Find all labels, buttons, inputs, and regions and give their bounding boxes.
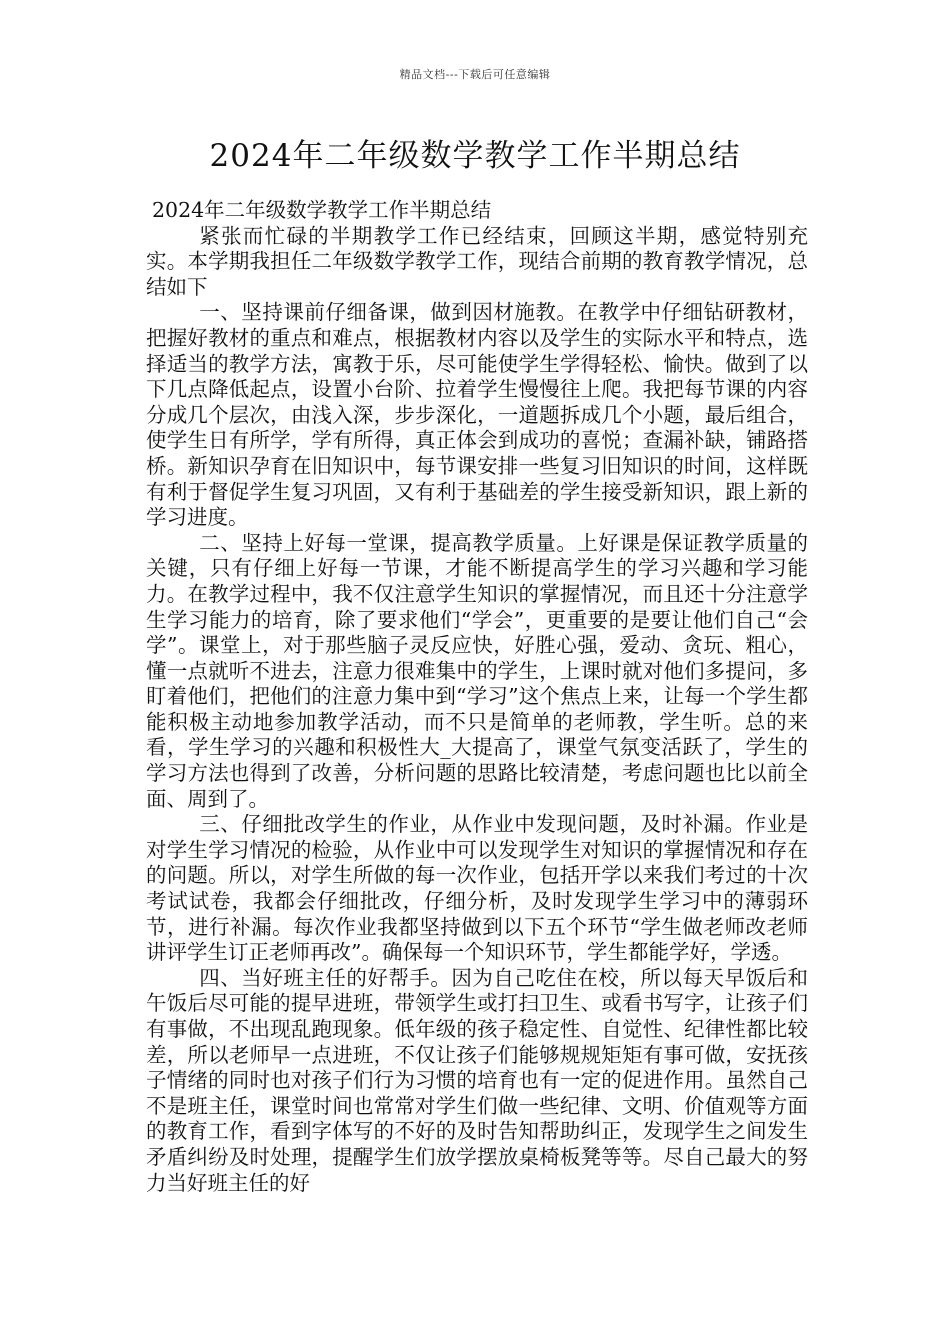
paragraph-section-3: 三、仔细批改学生的作业，从作业中发现问题，及时补漏。作业是对学生学习情况的检验，从作业中可以发现学生对知识的掌握情况和存在的问题。所以，对学生所做的每一次作业，包括开学以来我们考过的十次考试试卷，我都会仔细批改，仔细分析，及时发现学生学习中的薄弱环节，进行补漏。每次作业我都坚持做到以下五个环节“学生做老师改老师讲评学生订正老师再改”。确保每一个知识环节，学生都能学好，学透。 <box>146 812 808 965</box>
paragraph-section-1: 一、坚持课前仔细备课，做到因材施教。在教学中仔细钻研教材，把握好教材的重点和难点，根据教材内容以及学生的实际水平和特点，选择适当的教学方法，寓教于乐，尽可能使学生学得轻松、愉快。做到了以下几点降低起点，设置小台阶、拉着学生慢慢往上爬。我把每节课的内容分成几个层次，由浅入深，步步深化，一道题拆成几个小题，最后组合，使学生日有所学，学有所得，真正体会到成功的喜悦；查漏补缺，铺路搭桥。新知识孕育在旧知识中，每节课安排一些复习旧知识的时间，这样既有利于督促学生复习巩固，又有利于基础差的学生接受新知识，跟上新的学习进度。 <box>146 300 808 530</box>
header-watermark: 精品文档---下载后可任意编辑 <box>399 68 551 81</box>
paragraph-section-2: 二、坚持上好每一堂课，提高教学质量。上好课是保证教学质量的关键，只有仔细上好每一节课，才能不断提高学生的学习兴趣和学习能力。在教学过程中，我不仅注意学生知识的掌握情况，而且还十分注意学生学习能力的培育，除了要求他们“学会”，更重要的是要让他们自己“会学”。课堂上，对于那些脑子灵反应快，好胜心强，爱动、贪玩、粗心，懂一点就听不进去，注意力很难集中的学生，上课时就对他们多提问，多盯着他们，把他们的注意力集中到“学习”这个焦点上来，让每一个学生都能积极主动地参加教学活动，而不只是简单的老师教，学生听。总的来看，学生学习的兴趣和积极性大_大提高了，课堂气氛变活跃了，学生的学习方法也得到了改善，分析问题的思路比较清楚，考虑问题也比以前全面、周到了。 <box>146 530 808 811</box>
document-body <box>146 198 808 1196</box>
document-subtitle: 2024年二年级数学教学工作半期总结 <box>152 198 492 222</box>
paragraph-intro: 紧张而忙碌的半期教学工作已经结束，回顾这半期，感觉特别充实。本学期我担任二年级数学教学工作，现结合前期的教育教学情况，总结如下 <box>146 223 808 299</box>
document-title: 2024年二年级数学教学工作半期总结 <box>209 138 741 174</box>
paragraph-section-4: 四、当好班主任的好帮手。因为自己吃住在校，所以每天早饭后和午饭后尽可能的提早进班，带领学生或打扫卫生、或看书写字，让孩子们有事做，不出现乱跑现象。低年级的孩子稳定性、自觉性、纪律性都比较差，所以老师早一点进班，不仅让孩子们能够规规矩矩有事可做，安抚孩子情绪的同时也对孩子们行为习惯的培育也有一定的促进作用。虽然自己不是班主任，课堂时间也常常对学生们做一些纪律、文明、价值观等方面的教育工作，看到字体写的不好的及时告知帮助纠正，发现学生之间发生矛盾纠纷及时处理，提醒学生们放学摆放桌椅板凳等等。尽自己最大的努力当好班主任的好 <box>146 965 808 1195</box>
